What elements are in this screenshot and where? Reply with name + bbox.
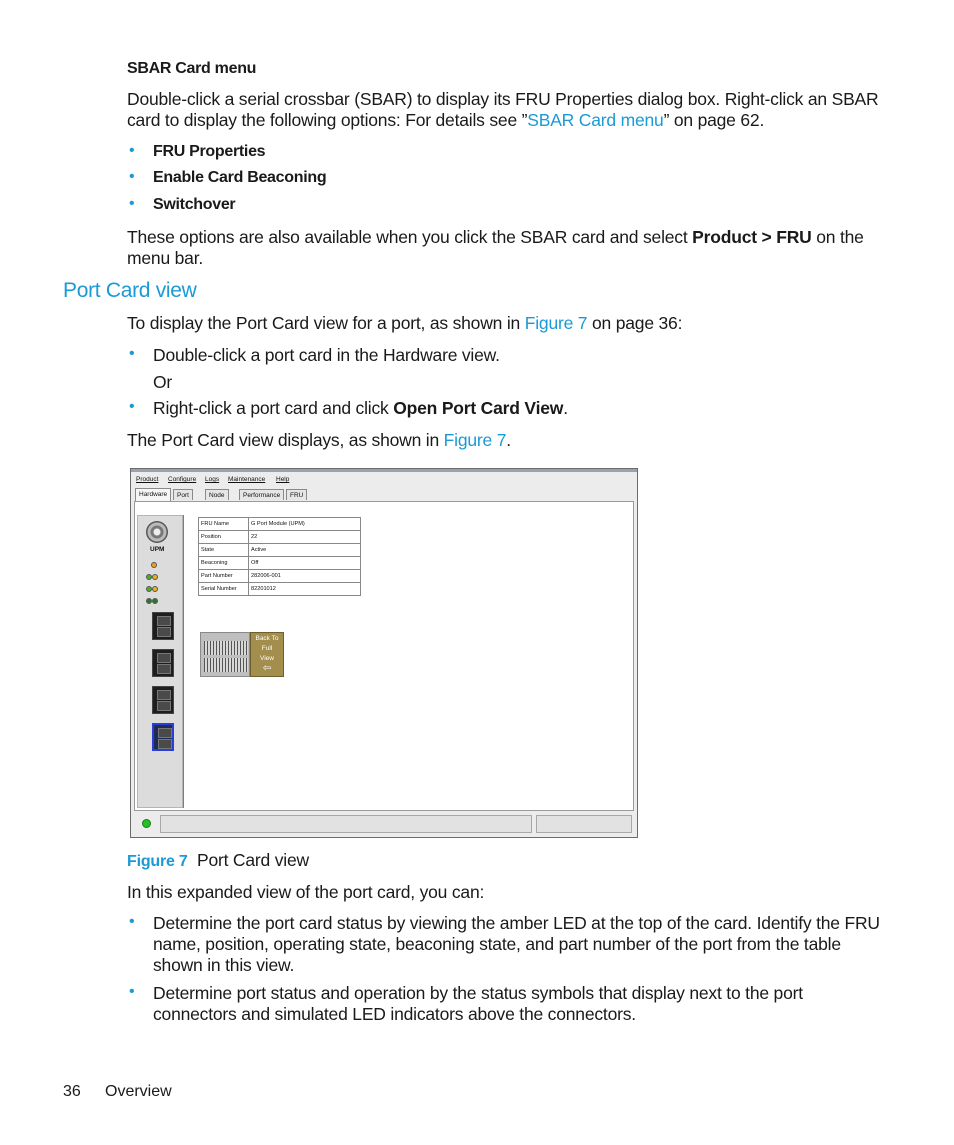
menu-product[interactable]: Product <box>136 476 159 483</box>
table-row <box>199 518 361 531</box>
app-menu-bar <box>131 473 637 486</box>
figure-7-link[interactable]: Figure 7 <box>524 313 588 333</box>
enable-card-beaconing-option: Enable Card Beaconing <box>153 169 327 186</box>
tab-fru-list[interactable]: FRU <box>286 489 307 500</box>
right-click-text-end: . <box>563 398 568 418</box>
table-row <box>199 544 361 557</box>
amber-led-icon <box>151 562 157 568</box>
page-number: 36 <box>63 1083 81 1100</box>
menu-maintenance[interactable]: Maintenance <box>228 476 266 483</box>
sbar-paragraph <box>127 89 887 131</box>
fru-properties-table <box>198 517 361 596</box>
hardware-panel <box>134 501 634 811</box>
sbar-options-text: These options are also available when you click the SBAR card and select <box>127 227 693 247</box>
port-card-intro-text-end: on page 36: <box>587 313 683 333</box>
status-indicator-icon <box>142 819 151 828</box>
menu-logs[interactable]: Logs <box>205 476 220 483</box>
status-bullet-line: shown in this view. <box>153 955 295 975</box>
port-card-view-screenshot <box>130 468 638 838</box>
back-button-line1: Back To <box>255 635 279 642</box>
switchover-option: Switchover <box>153 196 236 213</box>
table-row <box>199 531 361 544</box>
or-text: Or <box>153 372 173 392</box>
back-button-line3: View <box>260 655 274 662</box>
port-connector[interactable] <box>152 686 174 714</box>
menu-help[interactable]: Help <box>276 476 290 483</box>
sbar-options-line2: menu bar. <box>127 248 204 268</box>
table-row <box>199 557 361 570</box>
part-number-label: Part Number <box>199 570 249 583</box>
bullet-icon: • <box>129 345 135 362</box>
amber-led-icon <box>152 574 158 580</box>
port-card-intro-text: To display the Port Card view for a port, as shown in <box>127 313 525 333</box>
port-card-view-heading: Port Card view <box>63 279 197 302</box>
double-click-instruction: Double-click a port card in the Hardware view. <box>153 345 500 365</box>
table-row <box>199 583 361 596</box>
figure-label: Figure 7 <box>127 853 188 870</box>
thumbnail-port-row <box>204 658 248 672</box>
port-connector-selected[interactable] <box>152 723 174 751</box>
bullet-icon: • <box>129 913 135 930</box>
right-click-text: Right-click a port card and click <box>153 398 394 418</box>
position-label: Position <box>199 531 249 544</box>
figure-7-link-2[interactable]: Figure 7 <box>443 430 507 450</box>
product-fru-menu-path: Product > FRU <box>692 227 812 247</box>
position-value: 22 <box>249 531 361 544</box>
displays-text: The Port Card view displays, as shown in <box>127 430 444 450</box>
sbar-para-text-end: ” on page 62. <box>663 110 765 130</box>
fru-properties-option: FRU Properties <box>153 143 266 160</box>
tab-hardware[interactable]: Hardware <box>135 488 171 501</box>
fru-name-value: G Port Module (UPM) <box>249 518 361 531</box>
serial-number-value: 82201012 <box>249 583 361 596</box>
full-view-thumbnail[interactable] <box>200 632 250 677</box>
port-card-displays <box>127 430 511 451</box>
status-bullet-line: name, position, operating state, beaconing state, and part number of the port from the table <box>153 934 841 954</box>
back-arrow-icon: ⇦ <box>262 663 272 674</box>
status-field <box>160 815 532 833</box>
sbar-options-paragraph <box>127 227 887 269</box>
bullet-icon: • <box>129 983 135 1000</box>
sbar-options-line1 <box>127 227 887 248</box>
tab-performance[interactable]: Performance <box>239 489 284 500</box>
tab-port-list[interactable]: Port <box>173 489 193 500</box>
bullet-icon: • <box>129 168 135 185</box>
bullet-icon: • <box>129 195 135 212</box>
displays-text-end: . <box>506 430 511 450</box>
fru-name-label: FRU Name <box>199 518 249 531</box>
sbar-para-line1: Double-click a serial crossbar (SBAR) to display its FRU Properties dialog box. Right-click an SBAR <box>127 89 879 109</box>
menu-configure[interactable]: Configure <box>168 476 197 483</box>
sbar-para-line2 <box>127 110 887 131</box>
amber-led-icon <box>152 586 158 592</box>
back-button-line2: Full <box>261 645 273 652</box>
green-led-icon <box>152 598 158 604</box>
thumbnail-port-row <box>204 641 248 655</box>
operation-bullet-line: connectors and simulated LED indicators above the connectors. <box>153 1004 636 1024</box>
figure-caption <box>127 850 309 872</box>
window-title-bar <box>131 469 637 472</box>
right-click-instruction <box>153 398 568 419</box>
sbar-card-menu-heading: SBAR Card menu <box>127 60 257 77</box>
expanded-view-intro: In this expanded view of the port card, you can: <box>127 882 485 902</box>
open-port-card-view-command: Open Port Card View <box>393 398 564 418</box>
tab-node-list[interactable]: Node <box>205 489 229 500</box>
bullet-icon: • <box>129 398 135 415</box>
beaconing-value: Off <box>249 557 361 570</box>
figure-caption-text: Port Card view <box>196 850 309 870</box>
column-divider <box>183 515 184 808</box>
part-number-value: 282006-001 <box>249 570 361 583</box>
port-connector[interactable] <box>152 649 174 677</box>
state-value: Active <box>249 544 361 557</box>
status-bullet-line: Determine the port card status by viewing the amber LED at the top of the card. Identify the FRU <box>153 913 880 933</box>
bullet-icon: • <box>129 142 135 159</box>
operation-bullet-line: Determine port status and operation by the status symbols that display next to the port <box>153 983 803 1003</box>
status-bar <box>134 813 634 835</box>
operation-bullet <box>153 983 893 1025</box>
upm-label: UPM <box>150 546 165 553</box>
upm-connector-icon <box>146 521 168 543</box>
state-label: State <box>199 544 249 557</box>
serial-number-label: Serial Number <box>199 583 249 596</box>
sbar-options-text-end: on the <box>811 227 864 247</box>
sbar-para-text: card to display the following options: For details see ” <box>127 110 528 130</box>
table-row <box>199 570 361 583</box>
sbar-card-menu-link[interactable]: SBAR Card menu <box>527 110 664 130</box>
port-connector[interactable] <box>152 612 174 640</box>
footer-section: Overview <box>105 1083 172 1100</box>
back-to-full-view-button[interactable] <box>250 632 284 677</box>
beaconing-label: Beaconing <box>199 557 249 570</box>
port-card-graphic[interactable] <box>137 515 183 808</box>
status-bullet <box>153 913 893 976</box>
port-card-intro <box>127 313 682 334</box>
status-field-secondary <box>536 815 632 833</box>
